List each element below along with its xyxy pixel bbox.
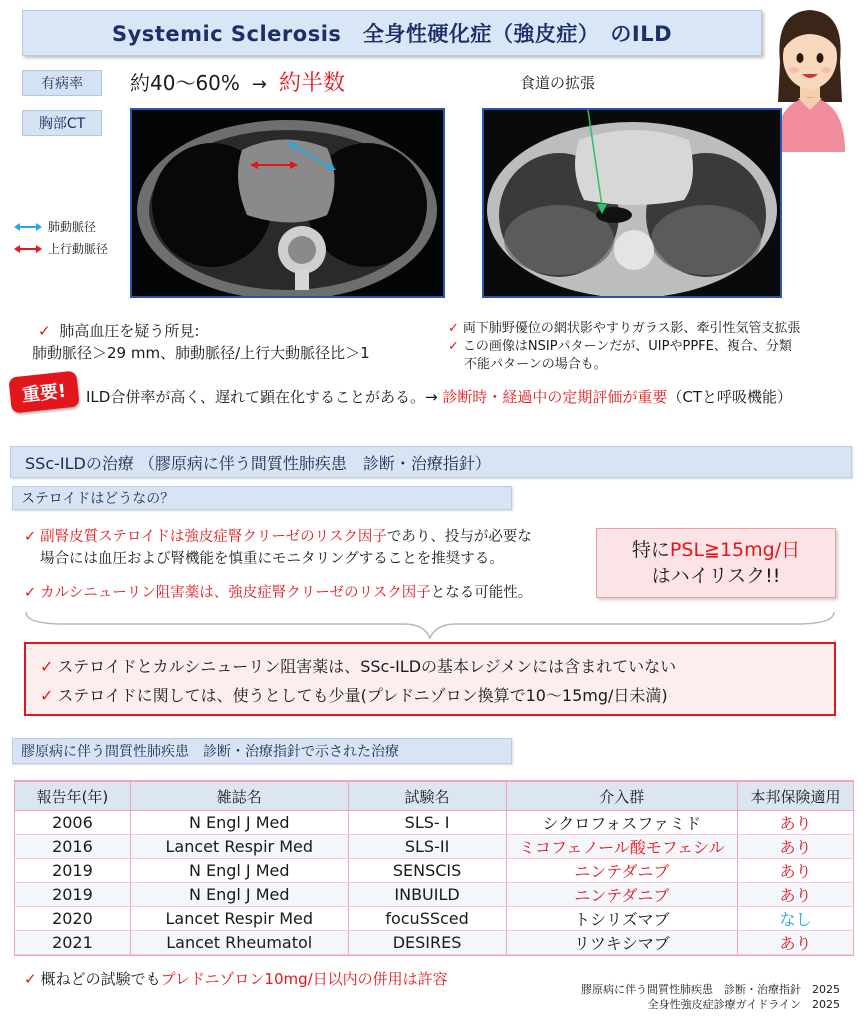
brace-icon [24,610,836,640]
table-row: 2019 N Engl J Med INBUILD ニンテダニブ あり [15,883,854,907]
legend-pa [14,218,96,235]
table-header-cell: 雑誌名 [130,782,348,811]
double-arrow-red-icon [14,244,42,254]
ct-image-mediastinal [130,108,445,298]
footnote: ✓ 概ねどの試験でもプレドニゾロン10mg/日以内の併用は許容 [24,970,448,988]
check-icon: ✓ [38,322,51,340]
check-icon: ✓ [24,529,37,545]
table-row: 2016 Lancet Respir Med SLS-II ミコフェノール酸モフェシル あり [15,835,854,859]
table-header-cell: 報告年(年) [15,782,131,811]
legend-aorta [14,240,108,257]
double-arrow-blue-icon [14,222,42,232]
trials-table [14,781,854,955]
esophagus-label: 食道の拡張 [520,74,596,92]
steroid-points: ✓ 副腎皮質ステロイドは強皮症腎クリーゼのリスク因子であり、投与が必要な 場合には血圧および腎機能を慎重にモニタリングすることを推奨する。 ✓ カルシニューリン阻害薬は、強皮症腎クリーゼのリスク因子となる可能性。 [24,529,533,601]
steroid-header: ステロイドはどうなの？ [12,486,512,510]
table-header-cell: 本邦保険適用 [738,782,854,811]
check-icon: ✓ [40,657,54,676]
check-icon: ✓ [24,585,37,601]
legend-aorta-label: 上行動脈径 [48,242,109,256]
page-title: Systemic Sclerosis 全身性硬化症（強皮症） のILD [22,10,762,56]
table-header-cell: 介入群 [506,782,738,811]
treatment-header: SSc-ILDの治療 （膠原病に伴う間質性肺疾患 診断・治療指針） [10,446,852,478]
check-icon: ✓ [448,321,459,336]
findings-left: ✓ 肺高血圧を疑う所見: 肺動脈径＞29 mm、肺動脈径/上行大動脈径比＞1 [32,322,370,362]
table-row: 2006 N Engl J Med SLS- I シクロフォスファミド あり [15,811,854,835]
ct-image-lung [482,108,782,298]
table-row: 2020 Lancet Respir Med focuSSced トシリズマブ なし [15,907,854,931]
prevalence-arrow: → [251,74,267,95]
prevalence-row [130,66,345,97]
table-header-row [15,782,854,811]
trials-table-wrap [14,780,854,956]
prevalence-label: 有病率 [22,70,102,96]
table-row: 2021 Lancet Rheumatol DESIRES リツキシマブ あり [15,931,854,955]
psl-highrisk-box: 特にPSL≧15mg/日 はハイリスク!! [596,528,836,598]
prevalence-summary: 約半数 [279,71,346,96]
check-icon: ✓ [24,970,37,988]
important-text: ILD合併率が高く、遅れて顕在化することがある。→ 診断時・経過中の定期評価が重要（CTと呼吸機能） [86,388,793,406]
table-row: 2019 N Engl J Med SENSCIS ニンテダニブ あり [15,859,854,883]
findings-right: ✓ 両下肺野優位の網状影やすりガラス影、牽引性気管支拡張 ✓ この画像はNSIPパターンだが、UIPやPPFE、複合、分類 不能パターンの場合も。 [448,321,801,372]
important-badge: 重要! [8,371,79,414]
check-icon: ✓ [40,686,54,705]
table-title: 膠原病に伴う間質性肺疾患 診断・治療指針で示された治療 [12,738,512,764]
prevalence-value: 約40～60% [130,71,240,95]
key-points-box: ✓ ステロイドとカルシニューリン阻害薬は、SSc-ILDの基本レジメンには含まれていない ✓ ステロイドに関しては、使うとしても少量(プレドニゾロン換算で10～15mg/日未満) [24,642,836,716]
legend-pa-label: 肺動脈径 [48,220,97,234]
check-icon: ✓ [448,339,459,354]
table-header-cell: 試験名 [348,782,506,811]
sources: 膠原病に伴う間質性肺疾患 診断・治療指針 2025 全身性強皮症診療ガイドライン 2025 [581,983,840,1011]
ct-label: 胸部CT [22,110,102,136]
